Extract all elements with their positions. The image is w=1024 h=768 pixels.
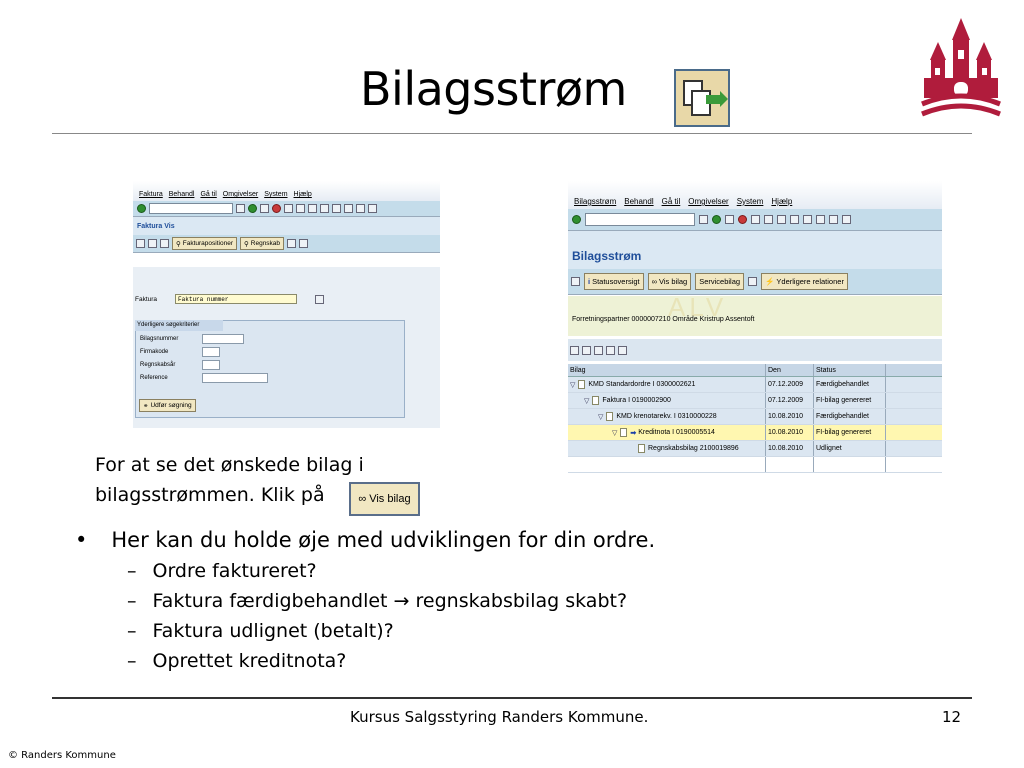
find-icon[interactable]	[764, 215, 773, 224]
print-icon[interactable]	[751, 215, 760, 224]
firmakode-field[interactable]	[202, 347, 220, 357]
find-icon[interactable]	[296, 204, 305, 213]
bilagsnummer-label: Bilagsnummer	[140, 336, 179, 342]
firmakode-label: Firmakode	[140, 349, 169, 355]
binoculars-icon: ⚭	[143, 402, 149, 410]
subbullet-item	[75, 616, 655, 646]
menu-ga-til[interactable]: Gå til	[200, 191, 217, 198]
subbullet-text: Oprettet kreditnota?	[152, 650, 347, 672]
grid-header	[568, 364, 942, 377]
layout-icon[interactable]	[618, 346, 627, 355]
regnskab-label: Regnskab	[250, 240, 281, 247]
udfor-sogning-label: Udfør søgning	[150, 402, 192, 409]
subbullet-text: Ordre faktureret?	[152, 560, 317, 582]
expand-triangle-icon[interactable]: ▽	[598, 413, 604, 421]
regnskab-button[interactable]	[240, 237, 284, 250]
bullet-list	[75, 524, 655, 676]
bullet-text: Her kan du holde øje med udviklingen for din ordre.	[111, 528, 656, 552]
menu-bar	[133, 181, 440, 201]
menu-hjaelp[interactable]: Hjælp	[293, 191, 312, 198]
vis-bilag-label: Vis bilag	[658, 277, 688, 286]
vis-bilag-button[interactable]	[349, 482, 420, 516]
row-status: FI-bilag genereret	[814, 393, 886, 408]
regnskabsar-label: Regnskabsår	[140, 362, 176, 368]
prev-page-icon[interactable]	[332, 204, 341, 213]
column-bilag[interactable]: Bilag	[568, 364, 766, 376]
document-flow-icon[interactable]	[287, 239, 296, 248]
row-bilag: Kreditnota I 0190005514	[638, 429, 715, 436]
expand-triangle-icon[interactable]: ▽	[584, 397, 590, 405]
sap-faktura-vis-screenshot	[133, 181, 440, 428]
sap-bilagsstrom-screenshot	[568, 181, 942, 481]
faktura-input[interactable]: Faktura nummer	[175, 294, 297, 304]
caption-line-1: For at se det ønskede bilag i	[95, 454, 364, 476]
search-criteria-box	[135, 320, 405, 418]
reference-field[interactable]	[202, 373, 268, 383]
menu-ga-til[interactable]: Gå til	[661, 197, 681, 206]
row-den: 07.12.2009	[766, 377, 814, 392]
person-icon: ⚲	[244, 240, 249, 248]
fakturapositioner-button[interactable]	[172, 237, 237, 250]
table-row-empty	[568, 457, 942, 473]
match-code-icon[interactable]	[315, 295, 324, 304]
print-icon[interactable]	[606, 346, 615, 355]
save-icon[interactable]	[699, 215, 708, 224]
other-invoice-icon[interactable]	[160, 239, 169, 248]
prev-page-icon[interactable]	[803, 215, 812, 224]
row-den: 10.08.2010	[766, 425, 814, 440]
search-row-bilagsnummer	[140, 334, 244, 344]
cancel-icon[interactable]	[272, 204, 281, 213]
document-icon	[592, 396, 599, 405]
footer-text: Kursus Salgsstyring Randers Kommune.	[350, 708, 649, 726]
status-icon[interactable]	[299, 239, 308, 248]
subbullet-text: Faktura færdigbehandlet	[152, 590, 388, 612]
partner-banner	[568, 296, 942, 336]
expand-triangle-icon[interactable]: ▽	[570, 381, 576, 389]
cancel-icon[interactable]	[738, 215, 747, 224]
partner-text: Forretningspartner 0000007210 Område Kristrup Assentoft	[572, 316, 755, 323]
next-page-icon[interactable]	[816, 215, 825, 224]
collapse-icon[interactable]	[582, 346, 591, 355]
table-row[interactable]	[568, 377, 942, 393]
row-den: 10.08.2010	[766, 409, 814, 424]
table-row-selected[interactable]	[568, 425, 942, 441]
document-icon	[606, 412, 613, 421]
menu-system[interactable]: System	[264, 191, 288, 198]
relations-icon: ⚡	[765, 277, 775, 286]
row-bilag: Faktura I 0190002900	[602, 397, 671, 404]
menu-system[interactable]: System	[736, 197, 764, 206]
expand-triangle-icon[interactable]: ▽	[612, 429, 618, 437]
glasses-icon: ∞	[358, 493, 367, 505]
reference-label: Reference	[140, 375, 168, 381]
menu-bilagsstrom[interactable]: Bilagsstrøm	[574, 197, 617, 206]
search-row-reference	[140, 373, 268, 383]
subbullet-item	[75, 586, 655, 616]
exit-icon[interactable]	[260, 204, 269, 213]
row-den: 07.12.2009	[766, 393, 814, 408]
subbullet-item	[75, 646, 655, 676]
title-divider	[52, 133, 972, 134]
row-status: Færdigbehandlet	[814, 377, 886, 392]
menu-omgivelser[interactable]: Omgivelser	[688, 197, 729, 206]
copyright: © Randers Kommune	[8, 750, 116, 761]
enter-icon[interactable]	[137, 204, 146, 213]
command-field[interactable]	[585, 213, 695, 226]
bilagsnummer-field[interactable]	[202, 334, 244, 344]
document-flow-icon	[674, 69, 730, 127]
table-row[interactable]	[568, 409, 942, 425]
exit-icon[interactable]	[725, 215, 734, 224]
document-icon	[620, 428, 627, 437]
back-icon[interactable]	[248, 204, 257, 213]
bullet-dot: •	[75, 528, 88, 552]
row-status: Udlignet	[814, 441, 886, 456]
person-icon: ⚲	[176, 240, 181, 248]
yderligere-relationer-label: Yderligere relationer	[776, 277, 844, 286]
servicebilag-label: Servicebilag	[699, 277, 741, 286]
document-icon	[638, 444, 645, 453]
arrow-icon: →	[393, 590, 410, 612]
subbullet-text: Faktura udlignet (betalt)?	[152, 620, 394, 642]
row-bilag: KMD krenotarekv. I 0310000228	[616, 413, 717, 420]
subbullet-text: regnskabsbilag skabt?	[415, 590, 628, 612]
alv-watermark: ALV	[668, 296, 728, 322]
next-page-icon[interactable]	[344, 204, 353, 213]
standard-toolbar	[133, 201, 440, 217]
change-icon[interactable]	[136, 239, 145, 248]
udfor-sogning-button[interactable]	[139, 399, 196, 412]
page-number: 12	[942, 708, 962, 726]
dash: –	[127, 560, 137, 582]
caption	[95, 450, 367, 510]
table-row[interactable]	[568, 393, 942, 409]
find-icon[interactable]	[594, 346, 603, 355]
new-session-icon[interactable]	[368, 204, 377, 213]
row-status: Færdigbehandlet	[814, 409, 886, 424]
info-icon: i	[588, 277, 591, 286]
faktura-row	[135, 294, 324, 304]
save-icon[interactable]	[236, 204, 245, 213]
randers-crest-logo	[920, 18, 1002, 122]
new-session-icon[interactable]	[842, 215, 851, 224]
screen-title: Faktura Vis	[133, 217, 440, 235]
bilag-grid	[568, 364, 942, 473]
yderligere-relationer-button[interactable]	[761, 273, 848, 290]
command-field[interactable]	[149, 203, 233, 214]
table-row[interactable]	[568, 441, 942, 457]
bullet-item	[75, 524, 655, 556]
screen-title: Bilagsstrøm	[568, 231, 942, 269]
print-icon[interactable]	[284, 204, 293, 213]
display-icon[interactable]	[148, 239, 157, 248]
find-next-icon[interactable]	[777, 215, 786, 224]
dash: –	[127, 650, 137, 672]
dash: –	[127, 590, 137, 612]
enter-icon[interactable]	[572, 215, 581, 224]
search-row-firmakode	[140, 347, 220, 357]
vis-bilag-button[interactable]	[648, 273, 692, 290]
back-icon[interactable]	[712, 215, 721, 224]
slide-title: Bilagsstrøm	[360, 62, 627, 116]
column-status[interactable]: Status	[814, 364, 886, 376]
vis-bilag-label: Vis bilag	[369, 493, 411, 505]
document-icon	[578, 380, 585, 389]
current-document-arrow-icon: ➡	[630, 429, 637, 437]
row-den: 10.08.2010	[766, 441, 814, 456]
menu-hjaelp[interactable]: Hjælp	[771, 197, 793, 206]
zoom-icon[interactable]	[571, 277, 580, 286]
standard-toolbar	[568, 209, 942, 231]
row-bilag: KMD Standardordre I 0300002621	[588, 381, 696, 388]
last-page-icon[interactable]	[356, 204, 365, 213]
row-status: FI-bilag genereret	[814, 425, 886, 440]
faktura-label: Faktura	[135, 295, 158, 303]
column-den[interactable]: Den	[766, 364, 814, 376]
menu-behandl[interactable]: Behandl	[168, 191, 195, 198]
menu-faktura[interactable]: Faktura	[139, 191, 163, 198]
footer-divider	[52, 697, 972, 699]
last-page-icon[interactable]	[829, 215, 838, 224]
search-row-regnskabsar	[140, 360, 220, 370]
find-next-icon[interactable]	[308, 204, 317, 213]
hierarchy-icon[interactable]	[748, 277, 757, 286]
first-page-icon[interactable]	[320, 204, 329, 213]
statusoversigt-button[interactable]	[584, 273, 644, 290]
menu-bar	[568, 181, 942, 209]
application-toolbar	[568, 269, 942, 295]
regnskabsar-field[interactable]	[202, 360, 220, 370]
menu-behandl[interactable]: Behandl	[624, 197, 654, 206]
statusoversigt-label: Statusoversigt	[592, 277, 640, 286]
caption-line-2: bilagsstrømmen. Klik på	[95, 484, 325, 506]
glasses-icon: ∞	[651, 277, 657, 286]
expand-icon[interactable]	[570, 346, 579, 355]
menu-omgivelser[interactable]: Omgivelser	[222, 191, 259, 198]
subbullet-item	[75, 556, 655, 586]
servicebilag-button[interactable]	[695, 273, 744, 290]
fakturapositioner-label: Fakturapositioner	[182, 240, 233, 247]
application-toolbar	[133, 235, 440, 253]
row-bilag: Regnskabsbilag 2100019896	[648, 445, 739, 452]
first-page-icon[interactable]	[790, 215, 799, 224]
search-tab[interactable]: Yderligere søgekriterier	[135, 320, 223, 331]
dash: –	[127, 620, 137, 642]
table-toolbar	[568, 339, 942, 361]
